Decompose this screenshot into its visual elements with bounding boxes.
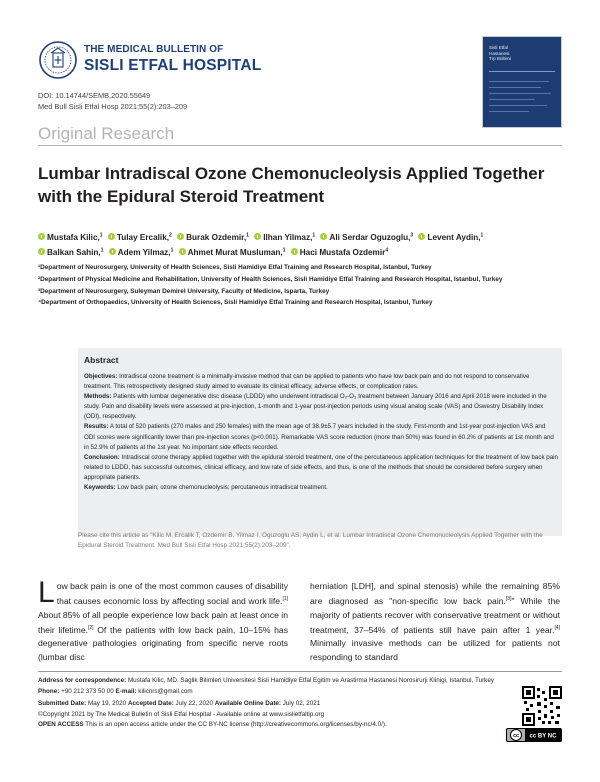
section-divider (38, 145, 562, 146)
affiliation: ⁴Department of Orthopaedics, University of Health Sciences, Sisli Hamidiye Etfal Training and Research Hospital, Istanbul, Turkey (38, 299, 433, 307)
body-column-right: herniation [LDH], and spinal stenosis) while the remaining 85% are diagnosed as "non-specific low back pain.[3]" While the majority of patients recover with conservative treatment or without treatment, 37–54% of patients still have pain after 1 year.[4] Minimally invasive methods can be utilized for patients not responding to standard (310, 581, 561, 662)
orcid-icon[interactable] (254, 233, 261, 240)
author: Mustafa Kilic,$^1$ (38, 233, 103, 242)
author-list (38, 229, 562, 259)
orcid-icon[interactable] (320, 233, 327, 240)
author: Ilhan Yilmaz,$^1$ (254, 233, 315, 242)
correspondence-address: Address for correspondence: Mustafa Kilic, MD. Saglik Bilimleri Universitesi Sisli Hamidiye Etfal Egitim ve Arastirma Hastanesi Norosirurji Klinigi, Istanbul, Turkey (38, 677, 494, 684)
orcid-icon[interactable] (108, 233, 115, 240)
abstract-results: Results: A total of 520 patients (270 males and 250 females) with the mean age of 38.9±5.7 years included in the study. First-month and 1st-year post-injection VAS and ODI scores were significantly lower than pre-injection scores (p<0.001). Remarkable VAS score reduction (more than 50%) was found in 60.2% of patients at 1st month and in 52.9% of patients at the 1st year. No important side effects recorded. (84, 423, 554, 451)
cite-this-article: Please cite this article as "Kilic M, Ercalik T, Ozdemir B, Yilmaz I, Oguzoglu AS, Aydin L, et al. Lumbar Intradiscal Ozone Chemonucleolysis Applied Together with the Epidural Steroid Treatment. Med Bull Sisli Etfal Hosp 2021;55(2):203–209". (78, 532, 543, 550)
journal-cover-thumbnail (482, 36, 562, 128)
orcid-icon[interactable] (109, 248, 116, 255)
abstract-box (78, 348, 562, 536)
qr-code-icon (522, 686, 562, 726)
author: Balkan Sahin,$^1$ (38, 248, 103, 257)
abstract-methods: Methods: Patients with lumbar degenerative disc disease (LDDD) who underwent intradiscal O₂-O₃ treatment between January 2016 and April 2018 were included in the study. Pain and disability levels were assessed at pre-injection, 1-month and 1-year post-injection periods using visual analog scale (VAS) and Oswestry Disability Index (ODI), respectively. (84, 393, 547, 421)
reference-link[interactable]: [1] (282, 596, 288, 603)
contact-line: Phone: +90 212 373 50 00 E-mail: kilicnrs@gmail.com (38, 687, 193, 695)
footer-divider (38, 671, 562, 672)
abstract-body (84, 372, 558, 493)
svg-text:cc BY NC: cc BY NC (529, 733, 557, 740)
orcid-icon[interactable] (38, 248, 45, 255)
author: Levent Aydin,$^1$ (418, 233, 483, 242)
section-label: Original Research (38, 124, 175, 143)
reference-link[interactable]: [3] (505, 596, 512, 603)
cc-license-icon[interactable] (506, 728, 562, 742)
email-link[interactable]: kilicnrs@gmail.com (138, 687, 193, 695)
orcid-icon[interactable] (418, 233, 425, 240)
body-column-left: Low back pain is one of the most common causes of disability that causes economic loss by affecting social and work life.[1] About 85% of all people experience low back pain at least once in their lifetime.[2] Of the patients with low back pain, 10–15% has degenerative pathologies originating from specific nerve roots (lumbar disc (38, 576, 289, 662)
author: Ahmet Murat Musluman,$^1$ (179, 248, 286, 257)
affiliation: ³Department of Neurosurgery, Suleyman Demirel University, Faculty of Medicine, Isparta, Turkey (38, 287, 330, 295)
abstract-objectives: Objectives: Intradiscal ozone treatment is a minimally-invasive method that can be applied to patients who have low back pain and do not respond to conservative treatment. This retrospectively designed study aimed to evaluate its clinical efficacy, adverse effects, or complication rates. (84, 373, 530, 391)
author: Haci Mustafa Ozdemir$^4$ (291, 248, 388, 257)
abstract-conclusion: Conclusion: Intradiscal ozone therapy applied together with the epidural steroid treatment, one of the percutaneous application techniques for the treatment of low back pain related to LDDD, has successful outcomes, clinical efficacy, and low rate of side effects, and thus, is one of the methods that should be considered before surgery when appropriate patients. (84, 453, 558, 481)
svg-text:cc: cc (512, 733, 520, 740)
affiliation: ¹Department of Neurosurgery, University of Health Sciences, Sisli Hamidiye Etfal Training and Research Hospital, Istanbul, Turkey (38, 264, 432, 271)
article-footer (38, 676, 508, 731)
reference-link[interactable]: [2] (88, 625, 94, 632)
reference-link[interactable]: [4] (554, 625, 560, 632)
author: Adem Yilmaz,$^1$ (109, 248, 174, 257)
orcid-icon[interactable] (291, 248, 298, 255)
affiliation: ²Department of Physical Medicine and Rehabilitation, University of Health Sciences, Sisli Hamidiye Etfal Training and Research Hospital, Istanbul, Turkey (38, 275, 503, 283)
author: Burak Ozdemir,$^1$ (177, 233, 249, 242)
orcid-icon[interactable] (179, 248, 186, 255)
hospital-seal-icon (38, 40, 78, 80)
open-access-line: OPEN ACCESS This is an open access article under the CC BY-NC license (http://creativecommons.org/licenses/by-nc/4.0/). (38, 721, 387, 729)
author: Tulay Ercalik,$^2$ (108, 233, 172, 242)
orcid-icon[interactable] (177, 233, 184, 240)
abstract-heading: Abstract (84, 355, 119, 365)
journal-name-line1: THE MEDICAL BULLETIN OF (84, 44, 224, 55)
author: Ali Serdar Oguzoglu,$^3$ (320, 233, 413, 242)
journal-name-line2: SISLI ETFAL HOSPITAL (84, 57, 262, 74)
orcid-icon[interactable] (38, 233, 45, 240)
doi: DOI: 10.14744/SEMB.2020.55649 (38, 91, 151, 100)
abstract-keywords: Keywords: Low back pain; ozone chemonucleolysis; percutaneous intradiscal treatment. (84, 484, 328, 492)
journal-citation: Med Bull Sisli Etfal Hosp 2021;55(2):203–209 (38, 102, 188, 111)
copyright-line: ©Copyright 2021 by The Medical Bulletin of Sisli Etfal Hospital - Available online at www.sislietfaltip.org (38, 710, 325, 718)
drop-cap: L (38, 576, 55, 609)
affiliation-list (38, 263, 562, 310)
dates-line: Submitted Date: May 19, 2020 Accepted Date: July 22, 2020 Available Online Date: July 02, 2021 (38, 700, 321, 708)
cover-title: Sisli Etfal Hastanesi Tıp Bülteni (489, 45, 511, 62)
journal-header (38, 36, 562, 128)
article-title: Lumbar Intradiscal Ozone Chemonucleolysis Applied Together with the Epidural Steroid Treatment (38, 164, 545, 206)
article-meta (38, 90, 187, 112)
